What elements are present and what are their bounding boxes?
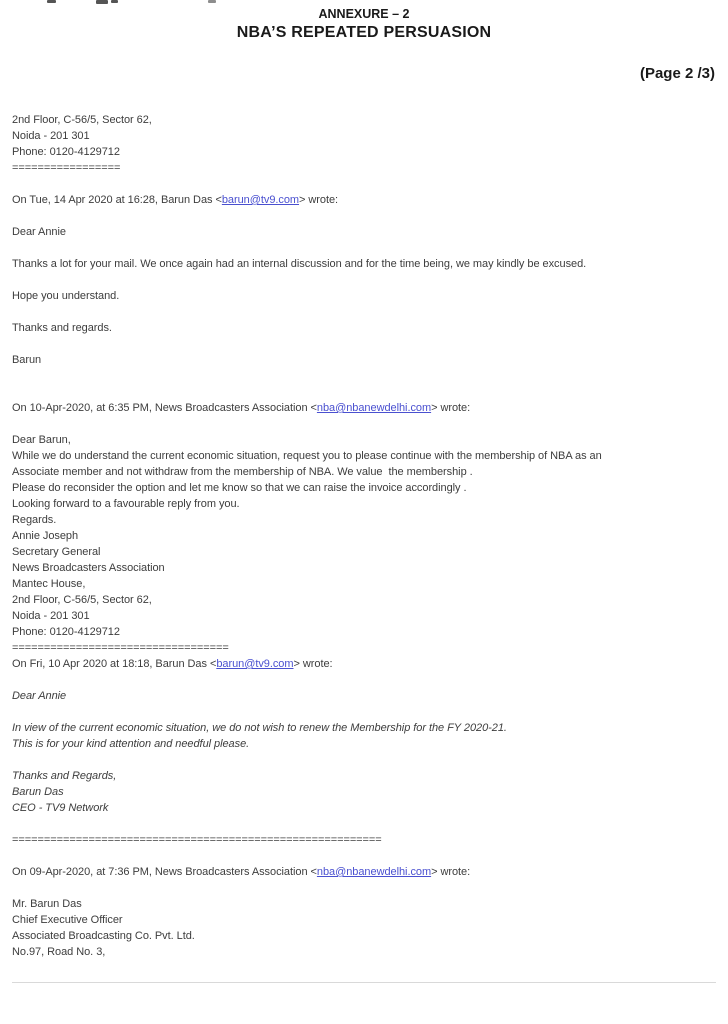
scan-artifact bbox=[208, 0, 216, 3]
blank-line bbox=[12, 848, 722, 864]
page-bottom-divider bbox=[12, 982, 716, 983]
blank-line bbox=[12, 880, 722, 896]
text-line: 2nd Floor, C-56/5, Sector 62, bbox=[12, 114, 152, 126]
text-line: Thanks and regards. bbox=[12, 322, 112, 334]
text-segment: > wrote: bbox=[431, 402, 471, 414]
annexure-label: ANNEXURE – 2 bbox=[318, 7, 410, 21]
text-segment: On Fri, 10 Apr 2020 at 18:18, Barun Das < bbox=[12, 658, 217, 670]
blank-line bbox=[12, 176, 722, 192]
email-header-line bbox=[12, 192, 722, 208]
scan-artifact bbox=[111, 0, 118, 3]
text-line: CEO - TV9 Network bbox=[12, 802, 109, 814]
text-line: Dear Annie bbox=[12, 226, 66, 238]
blank-line bbox=[12, 416, 722, 432]
email-header-line bbox=[12, 400, 722, 416]
text-line: This is for your kind attention and needful please. bbox=[12, 738, 250, 750]
text-line: Barun Das bbox=[12, 786, 64, 798]
text-segment: > wrote: bbox=[431, 866, 471, 878]
text-line: Phone: 0120-4129712 bbox=[12, 146, 120, 158]
text-line: Annie Joseph bbox=[12, 530, 79, 542]
text-line: Associated Broadcasting Co. Pvt. Ltd. bbox=[12, 930, 195, 942]
text-line: While we do understand the current economic situation, request you to please continue with the membership of NBA as an bbox=[12, 450, 602, 462]
text-line: Dear Annie bbox=[12, 690, 67, 702]
blank-line bbox=[12, 240, 722, 256]
text-line: Chief Executive Officer bbox=[12, 914, 123, 926]
text-line: Thanks a lot for your mail. We once again had an internal discussion and for the time being, we may kindly be excused. bbox=[12, 258, 587, 270]
blank-line bbox=[12, 816, 722, 832]
text-line: Dear Barun, bbox=[12, 434, 71, 446]
text-line: No.97, Road No. 3, bbox=[12, 946, 106, 958]
text-line: 2nd Floor, C-56/5, Sector 62, bbox=[12, 594, 152, 606]
blank-line bbox=[12, 752, 722, 768]
text-line: Mantec House, bbox=[12, 578, 86, 590]
text-line: Secretary General bbox=[12, 546, 101, 558]
text-segment: > wrote: bbox=[299, 194, 339, 206]
scan-artifact bbox=[47, 0, 56, 3]
email-header-line bbox=[12, 864, 722, 880]
text-line: Associate member and not withdraw from the membership of NBA. We value the membership . bbox=[12, 466, 473, 478]
text-line: Please do reconsider the option and let me know so that we can raise the invoice accordingly . bbox=[12, 482, 467, 494]
blank-line bbox=[12, 704, 722, 720]
text-segment: On 10-Apr-2020, at 6:35 PM, News Broadcasters Association < bbox=[12, 402, 317, 414]
text-line: Hope you understand. bbox=[12, 290, 120, 302]
text-segment: > wrote: bbox=[293, 658, 333, 670]
scan-artifact bbox=[96, 0, 108, 4]
text-segment: On Tue, 14 Apr 2020 at 16:28, Barun Das < bbox=[12, 194, 222, 206]
text-line: Noida - 201 301 bbox=[12, 610, 90, 622]
text-segment: On 09-Apr-2020, at 7:36 PM, News Broadcasters Association < bbox=[12, 866, 317, 878]
text-line: News Broadcasters Association bbox=[12, 562, 165, 574]
blank-line bbox=[12, 208, 722, 224]
blank-line bbox=[12, 384, 722, 400]
blank-line bbox=[12, 672, 722, 688]
text-line: Looking forward to a favourable reply from you. bbox=[12, 498, 240, 510]
email-header-line bbox=[12, 656, 722, 672]
text-line: ========================================================== bbox=[12, 834, 382, 846]
text-line: Thanks and Regards, bbox=[12, 770, 117, 782]
page-title: NBA’S REPEATED PERSUASION bbox=[236, 24, 492, 41]
blank-line bbox=[12, 336, 722, 352]
email-link[interactable]: nba@nbanewdelhi.com bbox=[316, 866, 432, 878]
email-link[interactable]: barun@tv9.com bbox=[221, 194, 300, 206]
text-line: Mr. Barun Das bbox=[12, 898, 82, 910]
text-line: ================================== bbox=[12, 642, 229, 654]
blank-line bbox=[12, 272, 722, 288]
text-line: Barun bbox=[12, 354, 42, 366]
email-link[interactable]: barun@tv9.com bbox=[216, 658, 294, 670]
blank-line bbox=[12, 304, 722, 320]
blank-line bbox=[12, 368, 722, 384]
page-number-indicator: (Page 2 /3) bbox=[639, 65, 715, 82]
text-line: Regards. bbox=[12, 514, 57, 526]
email-thread bbox=[12, 112, 722, 960]
text-line: Phone: 0120-4129712 bbox=[12, 626, 120, 638]
text-line: Noida - 201 301 bbox=[12, 130, 90, 142]
email-link[interactable]: nba@nbanewdelhi.com bbox=[316, 402, 432, 414]
text-line: In view of the current economic situation, we do not wish to renew the Membership for the FY 2020-21. bbox=[12, 722, 507, 734]
text-line: ================= bbox=[12, 162, 121, 174]
